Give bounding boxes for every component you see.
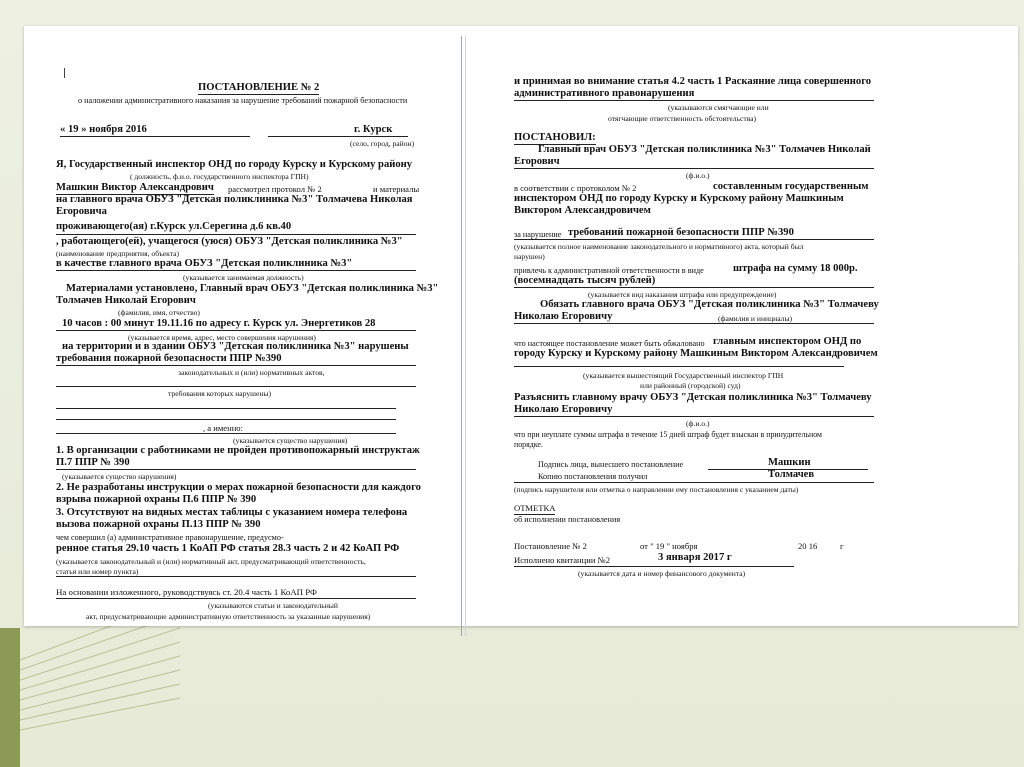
requirements-rule bbox=[56, 365, 416, 366]
penalty-amount: штрафа на сумму 18 000р. bbox=[733, 263, 858, 274]
text-cursor bbox=[64, 68, 65, 78]
signature-name: Машкин bbox=[768, 457, 811, 468]
materials-label: и материалы bbox=[373, 184, 420, 194]
explain-line: Разъяснить главному врачу ОБУЗ "Детская поликлиника №3" Толмачеву bbox=[514, 392, 872, 403]
requirements-line: требования пожарной безопасности ППР №390 bbox=[56, 353, 282, 364]
penalty-label: привлечь к административной ответственности в виде bbox=[514, 266, 704, 275]
ruling-subject-hint: (ф.и.о.) bbox=[686, 171, 710, 180]
position-line: в качестве главного врача ОБУЗ "Детская поликлиника №3" bbox=[56, 258, 353, 269]
compiled-by: составленным государственным bbox=[713, 181, 869, 192]
violation-text: требований пожарной безопасности ППР №390 bbox=[568, 227, 794, 238]
decree-date: « 19 » ноября 2016 bbox=[60, 124, 147, 135]
violation-2-ref: взрыва пожарной охраны П.6 ППР № 390 bbox=[56, 494, 257, 505]
position-rule bbox=[56, 270, 416, 271]
obligation-rule bbox=[514, 323, 874, 324]
executed-hint: (указывается дата и номер финансового документа) bbox=[578, 569, 746, 578]
ruling-subject: Главный врач ОБУЗ "Детская поликлиника №3" Толмачев Николай bbox=[538, 144, 871, 155]
violation-2: 2. Не разработаны инструкции о мерах пожарной безопасности для каждого bbox=[56, 482, 421, 493]
penalty-rule bbox=[514, 287, 874, 288]
inspector-hint: ( должность, ф.и.о. государственного инспектора ГПН) bbox=[130, 172, 309, 181]
appeal-authority-2: городу Курску и Курскому району Машкиным Виктором Александровичем bbox=[514, 348, 878, 359]
city-hint: (село, город, район) bbox=[350, 139, 415, 148]
accent-strip bbox=[0, 628, 20, 767]
inspector-name: Машкин Виктор Александрович bbox=[56, 182, 214, 193]
offense-line: чем совершил (а) административное правонарушение, предусмо- bbox=[56, 533, 284, 542]
left-page bbox=[38, 36, 456, 626]
decree-year-ref: 20 16 bbox=[798, 541, 818, 551]
appeal-label: что настоящее постановление может быть обжаловано bbox=[514, 339, 705, 348]
mitigating-hint-2: отягчающие ответственность обстоятельства) bbox=[608, 114, 757, 123]
law-articles-rule bbox=[56, 576, 416, 577]
violation-3-ref: вызова пожарной охраны П.13 ППР № 390 bbox=[56, 519, 261, 530]
appeal-authority: главным инспектором ОНД по bbox=[713, 336, 862, 347]
requirements-hint-2: требования которых нарушены) bbox=[168, 389, 272, 398]
obligation-line-2: Николаю Егоровичу bbox=[514, 311, 613, 322]
appeal-hint: (указывается вышестоящий Государственный инспектор ГПН bbox=[583, 371, 784, 380]
requirements-hint: законодательных и (или) нормативных актов, bbox=[178, 368, 325, 377]
mitigating-rule bbox=[514, 100, 874, 101]
copy-received-label: Копию постановления получил bbox=[538, 472, 648, 481]
obligation-hint: (фамилия и инициалы) bbox=[718, 314, 793, 323]
violation-1-ref: П.7 ППР № 390 bbox=[56, 457, 130, 468]
namely-rule bbox=[56, 433, 396, 434]
decree-subtitle: о наложении административного наказания за нарушение требований пожарной безопасности bbox=[78, 96, 408, 105]
decree-date-ref: от " 19 " ноября bbox=[640, 541, 698, 551]
executed-date: 3 января 2017 г bbox=[658, 552, 732, 563]
blank-rule-1 bbox=[56, 386, 416, 387]
basis-hint-2: акт, предусматривающие административную ответственность за указанные нарушения) bbox=[86, 612, 371, 621]
protocol-ref: рассмотрел протокол № 2 bbox=[228, 184, 322, 194]
time-place-hint: (указывается время, адрес, место совершения нарушения) bbox=[128, 333, 316, 342]
time-place-line: 10 часов : 00 минут 19.11.16 по адресу г. Курск ул. Энергетиков 28 bbox=[62, 318, 376, 329]
violator-name-hint: (фамилия, имя, отчество) bbox=[118, 308, 200, 317]
basis-line: На основании изложенного, руководствуясь ст. 20.4 часть 1 КоАП РФ bbox=[56, 587, 317, 597]
ruling-subject-rule bbox=[514, 168, 874, 169]
address-line: проживающего(ая) г.Курск ул.Серегина д.6 кв.40 bbox=[56, 221, 292, 232]
date-rule bbox=[60, 136, 250, 137]
page-divider bbox=[461, 36, 462, 636]
law-articles-line: ренное статья 29.10 часть 1 КоАП РФ статья 28.3 часть 2 и 42 КоАП РФ bbox=[56, 543, 400, 554]
basis-rule bbox=[56, 598, 416, 599]
violation-place-line: на территории и в здании ОБУЗ "Детская поликлиника №3" нарушены bbox=[62, 341, 409, 352]
time-place-rule bbox=[56, 330, 416, 331]
violation-3: 3. Отсутствуют на видных местах таблицы с указанием номера телефона bbox=[56, 507, 408, 518]
signature-label: Подпись лица, вынесшего постановление bbox=[538, 460, 684, 469]
violator-name: Толмачев Николай Егорович bbox=[56, 295, 196, 306]
executed-rule bbox=[514, 566, 794, 567]
right-page bbox=[468, 36, 888, 626]
workplace-hint: (наименование предприятия, объекта) bbox=[56, 249, 180, 258]
executed-label: Исполнено квитанции №2 bbox=[514, 555, 611, 565]
inspector-line: Я, Государственный инспектор ОНД по городу Курску и Курскому району bbox=[56, 159, 413, 170]
city-rule bbox=[268, 136, 408, 137]
ruling-subject-2: Егорович bbox=[514, 156, 560, 167]
appeal-hint-2: или районный (городской) суд) bbox=[640, 381, 741, 390]
mark-heading: ОТМЕТКА bbox=[514, 503, 556, 513]
address-rule bbox=[56, 234, 416, 235]
explain-line-2: Николаю Егоровичу bbox=[514, 404, 613, 415]
law-articles-hint-2: статья или номер пункта) bbox=[56, 567, 139, 576]
protocol-line: в соответствии с протоколом № 2 bbox=[514, 183, 637, 193]
namely-label: , а именно: bbox=[203, 423, 243, 433]
document-slide bbox=[24, 26, 1018, 626]
penalty-words: (восемнадцать тысяч рублей) bbox=[514, 275, 656, 286]
blank-rule-3 bbox=[56, 419, 396, 420]
unpaid-notice-2: порядке. bbox=[514, 440, 543, 449]
inspector-line-3: Виктором Александровичем bbox=[514, 205, 651, 216]
decree-city: г. Курск bbox=[354, 124, 393, 135]
blank-rule-2 bbox=[56, 408, 396, 409]
namely-hint: (указывается существо нарушения) bbox=[233, 436, 348, 445]
unpaid-notice: что при неуплате суммы штрафа в течение 15 дней штраф будет взыскан в принудительном bbox=[514, 430, 823, 439]
explain-hint: (ф.и.о.) bbox=[686, 419, 710, 428]
subject-line: на главного врача ОБУЗ "Детская поликлиника №3" Толмачева Николая bbox=[56, 194, 413, 205]
copy-received-rule bbox=[514, 482, 874, 483]
page-divider-shadow bbox=[465, 36, 466, 636]
inspector-line-2: инспектором ОНД по городу Курску и Курскому району Машкиным bbox=[514, 193, 844, 204]
ruling-heading: ПОСТАНОВИЛ: bbox=[514, 132, 596, 143]
violation-1-rule bbox=[56, 469, 416, 470]
violation-hint-r2: нарушен) bbox=[514, 252, 545, 261]
mitigating-line: и принимая во внимание статья 4.2 часть 1 Раскаяние лица совершенного bbox=[514, 76, 872, 87]
law-articles-hint: (указывается законодательный и (или) нормативный акт, предусматривающий ответственность, bbox=[56, 557, 366, 566]
violation-hint-r: (указывается полное наименование законодательного и нормативного) акта, который был bbox=[514, 242, 804, 251]
explain-rule bbox=[514, 416, 874, 417]
copy-received-name: Толмачев bbox=[768, 469, 815, 480]
appeal-rule bbox=[514, 366, 844, 367]
position-hint: (указывается занимаемая должность) bbox=[183, 273, 304, 282]
findings-line: Материалами установлено, Главный врач ОБУЗ "Детская поликлиника №3" bbox=[66, 283, 439, 294]
mitigating-line-2: административного правонарушения bbox=[514, 88, 695, 99]
violation-label: за нарушение bbox=[514, 230, 562, 239]
violation-hint: (указывается существо нарушения) bbox=[62, 472, 177, 481]
decree-title: ПОСТАНОВЛЕНИЕ № 2 bbox=[198, 82, 320, 93]
decree-number-ref: Постановление № 2 bbox=[514, 541, 587, 551]
workplace-line: , работающего(ей), учащегося (уюся) ОБУЗ "Детская поликлиника №3" bbox=[56, 236, 403, 247]
violation-1: 1. В организации с работниками не пройден противопожарный инструктаж bbox=[56, 445, 420, 456]
penalty-hint: (указывается вид наказания штрафа или предупреждение) bbox=[588, 290, 777, 299]
mitigating-hint: (указываются смягчающие или bbox=[668, 103, 769, 112]
mark-subheading: об исполнении постановления bbox=[514, 515, 621, 524]
copy-received-hint: (подпись нарушителя или отметка о направлении ему постановления с указанием даты) bbox=[514, 485, 799, 494]
subject-line-2: Егоровича bbox=[56, 206, 107, 217]
decree-year-suffix: г bbox=[840, 541, 844, 551]
basis-hint: (указываются статьи и законодательный bbox=[208, 601, 338, 610]
obligation-line: Обязать главного врача ОБУЗ "Детская поликлиника №3" Толмачеву bbox=[540, 299, 879, 310]
violation-rule bbox=[514, 239, 874, 240]
